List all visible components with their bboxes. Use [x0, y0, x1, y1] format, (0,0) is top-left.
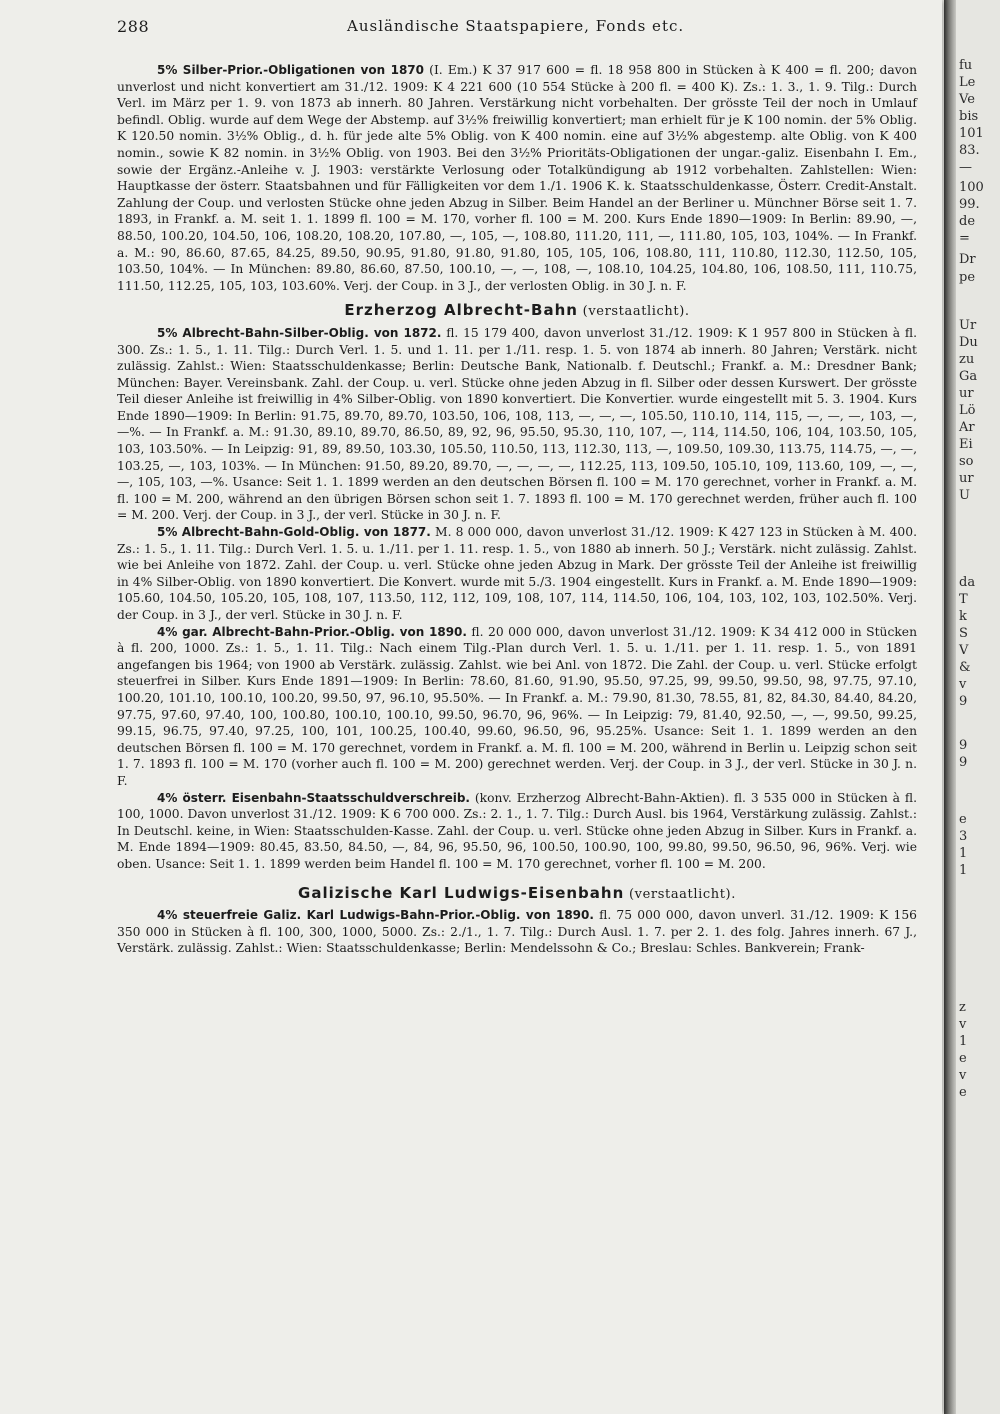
edge-fragment: U — [959, 488, 970, 503]
railway-name: Galizische Karl Ludwigs-Eisenbahn — [298, 883, 625, 902]
edge-fragment: V — [959, 643, 969, 658]
edge-fragment: zu — [959, 352, 975, 367]
edge-fragment: da — [959, 575, 976, 590]
edge-fragment: 9 — [959, 738, 968, 753]
bond-entry — [117, 790, 917, 873]
bond-title: 4% steuerfreie Galiz. Karl Ludwigs-Bahn-Prior.-Oblig. von 1890. — [157, 908, 594, 923]
edge-fragment: 99. — [959, 197, 980, 212]
edge-fragment: 83. — [959, 143, 980, 158]
edge-fragment: 1 — [959, 1034, 968, 1049]
edge-fragment: v — [959, 1017, 967, 1032]
edge-fragment: 9 — [959, 755, 968, 770]
edge-fragment: e — [959, 1085, 967, 1100]
edge-fragment: Ar — [959, 420, 975, 435]
edge-fragment: Lö — [959, 403, 976, 418]
adjacent-page-edge — [956, 0, 1000, 1414]
edge-fragment: 100 — [959, 180, 984, 195]
edge-fragment: pe — [959, 270, 976, 285]
bond-title: 4% österr. Eisenbahn-Staatsschuldverschreib. — [157, 790, 470, 805]
edge-fragment: 1 — [959, 846, 968, 861]
edge-fragment: Le — [959, 75, 976, 90]
bond-details: fl. 20 000 000, davon unverlost 31./12. 1909: K 34 412 000 in Stücken à fl. 200, 1000. Zs.: 1. 5., 1. 11. Tilg.: Nach einem Tilg.-Plan durch Verl. 1. 5. u. 1./11. per 1. 11. resp. 1. 5., von 1891 angefangen bis 1964; von 1900 ab Verstärk. zulässig. Zahlst. wie bei Anl. von 1872. Die Zahl. der Coup. u. verl. Stücke erfolgt steuerfrei in Silber. Kurs Ende 1891—1909: In Berlin: 78.60, 81.60, 91.90, 95.50, 97.25, 99, 99.50, 99.50, 98, 97.75, 97.10, 100.20, 101.10, 100.10, 100.20, 99.50, 97, 96.10, 95.50%. — In Frankf. a. M.: 79.90, 81.30, 78.55, 81, 82, 84.30, 84.40, 84.20, 97.75, 97.60, 97.40, 100, 100.80, 100.10, 100.10, 99.50, 96.70, 96, 96%. — In Leipzig: 79, 81.40, 92.50, —, —, 99.50, 99.25, 99.15, 96.75, 97.40, 97.25, 100, 101, 100.25, 100.40, 99.60, 96.50, 96, 95.25%. Usance: Seit 1. 1. 1899 werden an den deutschen Börsen fl. 100 = M. 170 gerechnet, vordem in Frankf. a. M. fl. 100 = M. 200, während in Berlin u. Leipzig schon seit 1. 7. 1893 fl. 100 = M. 170 (vorher auch fl. 100 = M. 200) gerechnet werden. Verj. der Coup. in 3 J., der verl. Stücke in 30 J. n. F. — [117, 624, 917, 788]
bond-title: 4% gar. Albrecht-Bahn-Prior.-Oblig. von 1890. — [157, 624, 467, 639]
section-heading — [117, 885, 917, 904]
bond-details: (I. Em.) K 37 917 600 = fl. 18 958 800 in Stücken à K 400 = fl. 200; davon unverlost und nicht konvertiert am 31./12. 1909: K 4 221 600 (10 554 Stücke à 200 fl. = 400 K). Zs.: 1. 3., 1. 9. Tilg.: Durch Verl. im März per 1. 9. von 1873 ab innerh. 80 Jahren. Verstärkung nicht vorbehalten. Der grösste Teil der noch in Umlauf befindl. Oblig. wurde auf dem Wege der Abstemp. auf 3½% freiwillig konvertiert; man erhielt für je K 100 nomin. der 5% Oblig. K 120.50 nomin. 3½% Oblig., d. h. für jede alte 5% Oblig. von K 400 nomin. eine auf 3½% abgestemp. alte Oblig. von K 400 nomin., sowie K 82 nomin. in 3½% Oblig. von 1903. Bei den 3½% Prioritäts-Obligationen der ungar.-galiz. Eisenbahn I. Em., sowie der Ergänz.-Anleihe v. J. 1903: verstärkte Verlosung oder Totalkündigung ab 1912 vorbehalten. Zahlstellen: Wien: Hauptkasse der österr. Staatsbahnen und für Fälligkeiten vor dem 1./1. 1906 K. k. Staatsschuldenkasse, Österr. Credit-Anstalt. Zahlung der Coup. und verlosten Stücke ohne jeden Abzug in Silber. Beim Handel an der Berliner u. Münchner Börse seit 1. 7. 1893, in Frankf. a. M. seit 1. 1. 1899 fl. 100 = M. 170, vorher fl. 100 = M. 200. Kurs Ende 1890—1909: In Berlin: 89.90, —, 88.50, 100.20, 104.50, 106, 108.20, 108.20, 107.80, —, 105, —, 108.80, 111.20, 111, —, 111.80, 105, 103, 104%. — In Frankf. a. M.: 90, 86.60, 87.65, 84.25, 89.50, 90.95, 91.80, 91.80, 91.80, 105, 105, 106, 108.80, 111, 110.80, 112.30, 112.50, 105, 103.50, 104%. — In München: 89.80, 86.60, 87.50, 100.10, —, —, 108, —, 108.10, 104.25, 104.80, 106, 108.50, 111, 110.75, 111.50, 112.25, 105, 103, 103.60%. Verj. der Coup. in 3 J., der verlosten Oblig. in 30 J. n. F. — [117, 63, 917, 293]
railway-name: Erzherzog Albrecht-Bahn — [344, 301, 578, 320]
bond-entry — [117, 325, 917, 524]
book-gutter — [944, 0, 956, 1414]
running-header — [117, 17, 882, 37]
edge-fragment: Ga — [959, 369, 978, 384]
page-number: 288 — [117, 17, 150, 36]
edge-fragment: z — [959, 1000, 966, 1015]
section-heading — [117, 302, 917, 321]
bond-entry — [117, 62, 917, 294]
edge-fragment: 1 — [959, 863, 968, 878]
edge-fragment: Ve — [959, 92, 975, 107]
bond-details: fl. 15 179 400, davon unverlost 31./12. 1909: K 1 957 800 in Stücken à fl. 300. Zs.: 1. 5., 1. 11. Tilg.: Durch Verl. 1. 5. und 1. 11. per 1./11. resp. 1. 5. von 1874 ab innerh. 80 Jahren; Verstärk. nicht zulässig. Zahlst.: Wien: Staatsschuldenkasse; Berlin: Deutsche Bank, Nationalb. f. Deutschl.; Frankf. a. M.: Dresdner Bank; München: Bayer. Vereinsbank. Zahl. der Coup. u. verl. Stücke ohne jeden Abzug in fl. Silber oder dessen Kurswert. Der grösste Teil dieser Anleihe ist freiwillig in 4% Silber-Oblig. von 1890 konvertiert. Die Konvertier. wurde eingestellt mit 5. 3. 1904. Kurs Ende 1890—1909: In Berlin: 91.75, 89.70, 89.70, 103.50, 106, 108, 113, —, —, —, 105.50, 110.10, 114, 115, —, —, —, 103, —, —%. — In Frankf. a. M.: 91.30, 89.10, 89.70, 86.50, 89, 92, 96, 95.50, 95.30, 110, 107, —, 114, 114.50, 106, 104, 103.50, 105, 103, 103.50%. — In Leipzig: 91, 89, 89.50, 103.30, 105.50, 110.50, 113, 112.30, 113, —, 109.50, 109.30, 113.75, 114.75, —, —, 103.25, —, 103, 103%. — In München: 91.50, 89.20, 89.70, —, —, —, —, 112.25, 113, 109.50, 105.10, 109, 113.60, 109, —, —, —, 105, 103, —%. Usance: Seit 1. 1. 1899 werden an den deutschen Börsen fl. 100 = M. 170 gerechnet, vorher in Frankf. a. M. fl. 100 = M. 200, während an den übrigen Börsen schon seit 1. 7. 1893 fl. 100 = M. 170 gerechnet werden, früher auch fl. 100 = M. 200. Verj. der Coup. in 3 J., der verl. Stücke in 30 J. n. F. — [117, 325, 917, 523]
bond-title: 5% Silber-Prior.-Obligationen von 1870 — [157, 63, 424, 77]
bond-entry — [117, 524, 917, 624]
edge-fragment: S — [959, 626, 968, 641]
edge-fragment: k — [959, 609, 967, 624]
edge-fragment: bis — [959, 109, 979, 124]
edge-fragment: ur — [959, 386, 974, 401]
edge-fragment: fu — [959, 58, 973, 73]
bond-entry — [117, 624, 917, 790]
running-title: Ausländische Staatspapiere, Fonds etc. — [347, 17, 685, 35]
edge-fragment: T — [959, 592, 968, 607]
edge-fragment: 9 — [959, 694, 968, 709]
edge-fragment: so — [959, 454, 974, 469]
edge-fragment: Ei — [959, 437, 973, 452]
railway-status: (verstaatlicht). — [624, 886, 736, 902]
edge-fragment: Ur — [959, 318, 977, 333]
edge-fragment: & — [959, 660, 971, 675]
edge-fragment: v — [959, 1068, 967, 1083]
edge-fragment: — — [959, 160, 972, 175]
page-content — [117, 62, 917, 957]
bond-details: fl. 75 000 000, davon unverl. 31./12. 1909: K 156 350 000 in Stücken à fl. 100, 300, 1000, 5000. Zs.: 2./1., 1. 7. Tilg.: Durch Ausl. 1. 7. per 2. 1. des folg. Jahres innerh. 67 J., Verstärk. zulässig. Zahlst.: Wien: Staatsschuldenkasse; Berlin: Mendelssohn & Co.; Breslau: Schles. Bankverein; Frank- — [117, 908, 917, 956]
railway-status: (verstaatlicht). — [577, 304, 690, 320]
edge-fragment: = — [959, 231, 970, 246]
edge-fragment: Dr — [959, 252, 976, 267]
edge-fragment: 3 — [959, 829, 968, 844]
bond-entry — [117, 907, 917, 957]
edge-fragment: ur — [959, 471, 974, 486]
edge-fragment: e — [959, 812, 967, 827]
edge-fragment: e — [959, 1051, 967, 1066]
edge-fragment: v — [959, 677, 967, 692]
edge-fragment: 101 — [959, 126, 984, 141]
bond-title: 5% Albrecht-Bahn-Gold-Oblig. von 1877. — [157, 525, 431, 540]
bond-details: M. 8 000 000, davon unverlost 31./12. 1909: K 427 123 in Stücken à M. 400. Zs.: 1. 5., 1. 11. Tilg.: Durch Verl. 1. 5. u. 1./11. per 1. 11. resp. 1. 5., von 1880 ab innerh. 50 J.; Verstärk. nicht zulässig. Zahlst. wie bei Anleihe von 1872. Zahl. der Coup. u. verl. Stücke ohne jeden Abzug in Mark. Der grösste Teil der Anleihe ist freiwillig in 4% Silber-Oblig. von 1890 konvertiert. Die Konvert. wurde mit 5./3. 1904 eingestellt. Kurs in Frankf. a. M. Ende 1890—1909: 105.60, 104.50, 105.20, 105, 108, 107, 113.50, 112, 112, 109, 108, 107, 114, 114.50, 106, 104, 103, 102, 103, 102.50%. Verj. der Coup. in 3 J., der verl. Stücke in 30 J. n. F. — [117, 525, 917, 622]
edge-fragment: de — [959, 214, 976, 229]
bond-title: 5% Albrecht-Bahn-Silber-Oblig. von 1872. — [157, 325, 442, 340]
edge-fragment: Du — [959, 335, 978, 350]
bond-details: (konv. Erzherzog Albrecht-Bahn-Aktien). fl. 3 535 000 in Stücken à fl. 100, 1000. Davon unverlost 31./12. 1909: K 6 700 000. Zs.: 2. 1., 1. 7. Tilg.: Durch Ausl. bis 1964, Verstärkung zulässig. Zahlst.: In Deutschl. keine, in Wien: Staatsschulden-Kasse. Zahl. der Coup. u. verl. Stücke ohne jeden Abzug in Silber. Kurs in Frankf. a. M. Ende 1894—1909: 80.45, 83.50, 84.50, —, 84, 96, 95.50, 96, 100.50, 100.90, 100, 99.80, 99.50, 96.50, 96, 96%. Verj. wie oben. Usance: Seit 1. 1. 1899 werden beim Handel fl. 100 = M. 170 gerechnet, vorher fl. 100 = M. 200. — [117, 790, 917, 871]
